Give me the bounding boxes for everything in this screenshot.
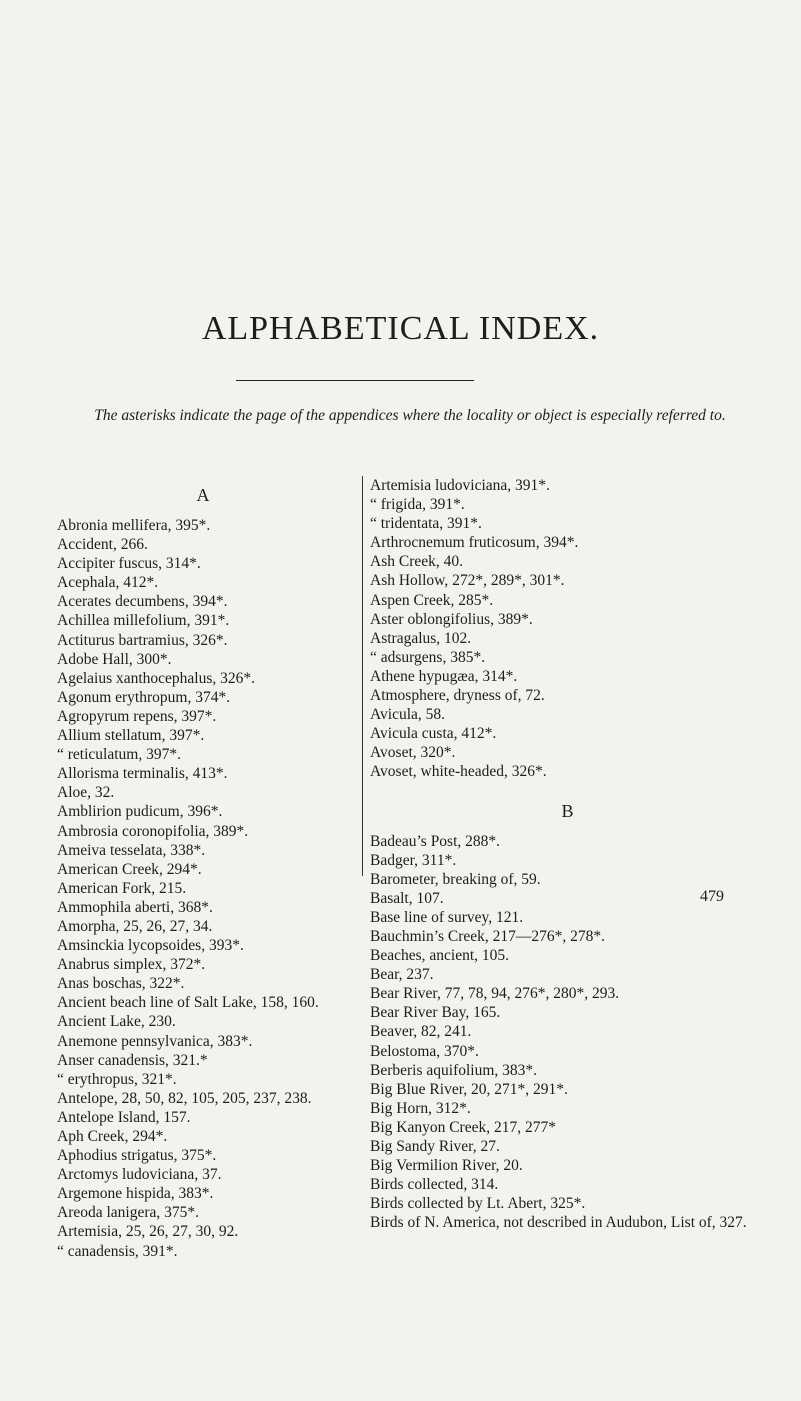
index-entry: Antelope Island, 157. [57,1108,191,1126]
index-entry: Artemisia ludoviciana, 391*. [370,477,550,494]
index-entry: Badger, 311*. [370,851,457,869]
index-entry: Bauchmin’s Creek, 217—276*, 278*. [370,927,606,945]
index-entry: Avoset, white-headed, 326*. [370,763,547,781]
index-entry: Argemone hispida, 383*. [57,1185,214,1203]
entry-list-left [57,516,349,1261]
index-entry: “ frigida, 391*. [370,496,465,514]
index-entry: Agropyrum repens, 397*. [57,707,217,725]
page-title: ALPHABETICAL INDEX. [201,310,600,347]
index-entry: Ameiva tesselata, 338*. [57,841,206,859]
index-entry: Base line of survey, 121. [370,908,524,926]
index-entry: Ambrosia coronopifolia, 389*. [57,822,249,840]
index-entry: Arthrocnemum fruticosum, 394*. [370,534,579,552]
entry-list-right-a [370,476,765,782]
index-entry: Atmosphere, dryness of, 72. [370,687,545,705]
index-entry: Ash Hollow, 272*, 289*, 301*. [370,572,565,590]
index-entry: “ adsurgens, 385*. [370,648,486,666]
title-divider [236,380,474,381]
index-entry: Birds collected by Lt. Abert, 325*. [370,1195,586,1213]
index-column-left [57,476,349,1261]
index-entry: Ash Creek, 40. [370,553,463,571]
index-entry: Artemisia, 25, 26, 27, 30, 92. [57,1223,239,1241]
index-entry: Arctomys ludoviciana, 37. [57,1166,222,1184]
index-entry: Accipiter fuscus, 314*. [57,555,201,573]
index-entry: Avicula custa, 412*. [370,725,497,743]
index-entry: Amorpha, 25, 26, 27, 34. [57,917,213,935]
asterisk-note: The asterisks indicate the page of the appendices where the locality or object is especially referred to. [94,407,726,424]
index-entry: Ancient beach line of Salt Lake, 158, 160. [57,994,319,1012]
index-entry: “ tridentata, 391*. [370,515,482,533]
index-entry: Anas boschas, 322*. [57,975,185,993]
section-heading-b: B [561,800,574,821]
index-entry: Big Kanyon Creek, 217, 277* [370,1118,556,1136]
index-entry: “ canadensis, 391*. [57,1242,178,1260]
index-entry: Beaches, ancient, 105. [370,947,510,965]
index-entry: Berberis aquifolium, 383*. [370,1061,538,1079]
index-entry: American Creek, 294*. [57,860,202,878]
index-entry: Allorisma terminalis, 413*. [57,765,228,783]
index-entry: Big Blue River, 20, 271*, 291*. [370,1080,568,1098]
index-entry: Anser canadensis, 321.* [57,1051,208,1069]
index-entry: Aloe, 32. [57,784,115,802]
section-heading-a: A [196,485,210,505]
index-entry: Areoda lanigera, 375*. [57,1204,200,1222]
column-divider [362,476,363,876]
index-entry: Big Sandy River, 27. [370,1138,500,1155]
index-entry: Beaver, 82, 241. [370,1023,472,1041]
index-entry: Accident, 266. [57,536,148,554]
index-entry: “ reticulatum, 397*. [57,746,181,764]
index-entry: Acephala, 412*. [57,574,159,592]
index-entry: Bear River Bay, 165. [370,1004,501,1022]
index-entry: Amblirion pudicum, 396*. [57,803,223,821]
index-entry: Bear, 237. [370,966,434,984]
index-entry: Birds collected, 314. [370,1176,499,1194]
index-entry: Achillea millefolium, 391*. [57,612,230,630]
index-entry: Basalt, 107. [370,889,444,907]
index-entry: Athene hypugæa, 314*. [370,667,518,685]
index-entry: Ancient Lake, 230. [57,1013,176,1031]
index-entry: Big Vermilion River, 20. [370,1157,523,1175]
index-entry: Aspen Creek, 285*. [370,591,494,609]
index-entry: American Fork, 215. [57,879,187,897]
index-entry: Acerates decumbens, 394*. [57,593,228,611]
index-entry: “ erythropus, 321*. [57,1070,177,1088]
index-entry: Anabrus simplex, 372*. [57,956,206,974]
index-entry: Ammophila aberti, 368*. [57,898,213,916]
index-entry: Anemone pennsylvanica, 383*. [57,1032,253,1050]
page-number: 479 [700,888,724,905]
index-entry: Aph Creek, 294*. [57,1128,168,1145]
index-entry: Allium stellatum, 397*. [57,727,205,745]
index-entry: Agonum erythropum, 374*. [57,688,231,706]
index-entry: Birds of N. America, not described in Audubon, List of, 327. [370,1214,747,1232]
index-column-right [370,476,765,1232]
index-entry: Bear River, 77, 78, 94, 276*, 280*, 293. [370,985,620,1003]
index-entry: Antelope, 28, 50, 82, 105, 205, 237, 238. [57,1089,312,1107]
index-entry: Adobe Hall, 300*. [57,650,172,668]
index-entry: Aphodius strigatus, 375*. [57,1147,217,1165]
index-entry: Barometer, breaking of, 59. [370,870,541,888]
index-entry: Aster oblongifolius, 389*. [370,610,533,628]
index-entry: Actiturus bartramius, 326*. [57,631,228,649]
index-entry: Big Horn, 312*. [370,1099,471,1117]
index-entry: Badeau’s Post, 288*. [370,832,501,850]
index-entry: Belostoma, 370*. [370,1042,479,1060]
index-entry: Astragalus, 102. [370,629,472,647]
index-entry: Agelaius xanthocephalus, 326*. [57,669,256,687]
index-entry: Avoset, 320*. [370,744,456,762]
index-entry: Avicula, 58. [370,706,446,724]
index-entry: Abronia mellifera, 395*. [57,517,211,534]
index-entry: Amsinckia lycopsoides, 393*. [57,937,244,955]
